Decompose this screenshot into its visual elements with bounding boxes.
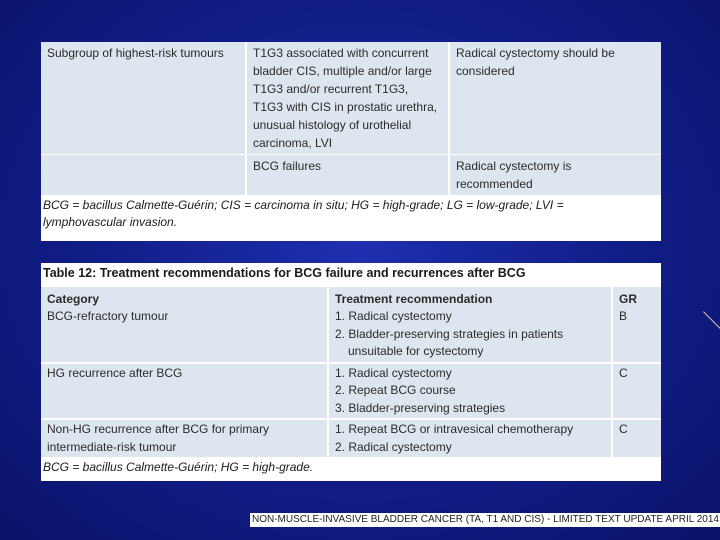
cell-line: 1. Repeat BCG or intravesical chemotherapy <box>335 422 574 436</box>
cell-line: Radical cystectomy is <box>456 159 572 173</box>
cell-line: considered <box>456 64 515 78</box>
table-12 <box>41 287 661 457</box>
cell-line: 2. Bladder-preserving strategies in patients <box>335 326 564 341</box>
category-cell <box>41 419 328 457</box>
cell-line: intermediate-risk tumour <box>47 439 177 454</box>
category-cell <box>41 308 328 363</box>
cell-line: carcinoma, LVI <box>253 136 333 150</box>
table-11-footnote <box>41 195 661 231</box>
table-cell <box>41 155 246 196</box>
footnote-line: lymphovascular invasion. <box>43 215 178 229</box>
table-row <box>41 155 661 196</box>
cell-line: 2. Radical cystectomy <box>335 439 452 454</box>
table-header-row <box>41 287 661 308</box>
grade-cell <box>612 363 661 420</box>
cell-line: bladder CIS, multiple and/or large <box>253 64 432 78</box>
cell-line: BCG failures <box>253 159 322 173</box>
recommendation-cell <box>328 308 612 363</box>
cell-line: 2. Repeat BCG course <box>335 383 456 397</box>
decorative-line <box>703 311 720 333</box>
cell-line: BCG-refractory tumour <box>47 309 169 323</box>
footnote-line: BCG = bacillus Calmette-Guérin; CIS = carcinoma in situ; HG = high-grade; LG = low-grade; LVI = <box>43 198 564 212</box>
table-row <box>41 419 661 457</box>
cell-line: unusual histology of urothelial <box>253 118 412 132</box>
category-cell <box>41 363 328 420</box>
grade-cell <box>612 308 661 363</box>
table-11-fragment <box>41 42 661 241</box>
cell-line: recommended <box>456 177 533 191</box>
table-12-caption: Table 12: Treatment recommendations for BCG failure and recurrences after BCG <box>43 266 526 280</box>
header-category: Category <box>47 292 100 306</box>
recommendation-cell <box>328 419 612 457</box>
table-11 <box>41 42 661 195</box>
cell-line: Radical cystectomy should be <box>456 46 615 60</box>
table-12-panel <box>41 263 661 481</box>
cell-line: B <box>619 309 628 323</box>
page-footer: NON-MUSCLE-INVASIVE BLADDER CANCER (TA, T1 AND CIS) - LIMITED TEXT UPDATE APRIL 2014 <box>250 513 720 527</box>
header-gr: GR <box>612 287 661 308</box>
cell-line: 3. Bladder-preserving strategies <box>335 400 506 415</box>
cell-line: Non-HG recurrence after BCG for primary <box>47 422 270 436</box>
cell-line: T1G3 associated with concurrent <box>253 46 429 60</box>
table-row <box>41 42 661 155</box>
table-cell <box>41 42 246 155</box>
cell-line: C <box>619 365 628 380</box>
cell-line: 1. Radical cystectomy <box>335 365 452 380</box>
table-cell <box>246 155 449 196</box>
cell-line: T1G3 and/or recurrent T1G3, <box>253 82 409 96</box>
cell-line: 1. Radical cystectomy <box>335 309 452 323</box>
table-row <box>41 363 661 420</box>
cell-line: HG recurrence after BCG <box>47 365 183 380</box>
header-treatment: Treatment recommendation <box>328 287 612 308</box>
table-12-footnote: BCG = bacillus Calmette-Guérin; HG = high-grade. <box>41 457 661 476</box>
subgroup-label: Subgroup of highest-risk tumours <box>47 46 224 60</box>
cell-line: C <box>619 422 628 436</box>
table-row <box>41 308 661 363</box>
table-cell <box>246 42 449 155</box>
grade-cell <box>612 419 661 457</box>
table-cell <box>449 155 661 196</box>
cell-line: T1G3 with CIS in prostatic urethra, <box>253 100 438 114</box>
table-cell <box>449 42 661 155</box>
cell-line: unsuitable for cystectomy <box>348 344 484 358</box>
recommendation-cell <box>328 363 612 420</box>
